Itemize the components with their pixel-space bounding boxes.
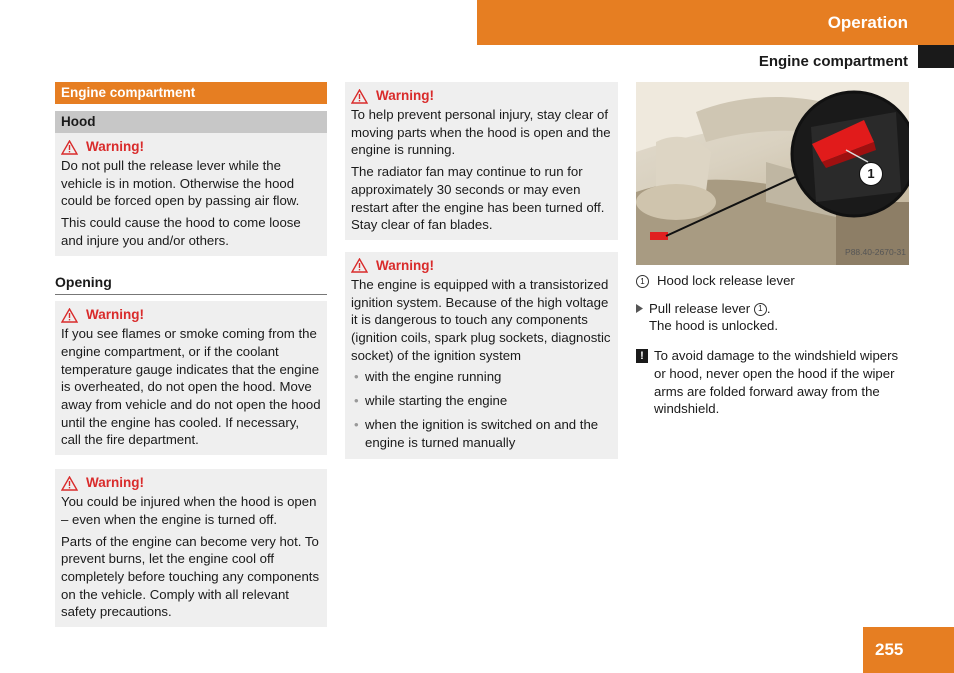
image-code: P88.40-2670-31 [845,247,906,258]
list-item: • when the ignition is switched on and the engine is turned manually [351,416,612,451]
step-result: The hood is unlocked. [649,318,779,334]
section-header [477,0,954,45]
callout-number: 1 [859,162,883,186]
warning-box [55,301,327,455]
column-right [636,82,909,418]
warning-text: If you see flames or smoke coming from the engine compartment, or if the coolant temperature gauge indicates that the engine is overheated, do not open the hood. Move away from vehicle and do not open the hood until the engine has cooled. If necessary, call the fire department. [61,326,321,448]
exclamation-icon: ! [636,349,648,363]
thumb-tab [918,45,954,68]
warning-title: Warning! [61,137,321,157]
opening-heading: Opening [55,274,327,296]
column-left [55,82,327,627]
warning-text: To help prevent personal injury, stay clear of moving parts when the hood is open and the engine is running. [351,107,611,158]
note [636,347,909,418]
warning-triangle-icon [61,140,78,155]
warning-text: Do not pull the release lever while the vehicle is in motion. Otherwise the hood could be forced open by passing air flow. [61,158,300,209]
warning-text: Parts of the engine can become very hot. To prevent burns, let the engine cool off completely before touching any components on the vehicle. Comply with all relevant safety precautions. [61,533,320,620]
list-item: • with the engine running [351,368,612,386]
step-number: 1 [754,303,767,316]
warning-box [345,252,618,459]
warning-box [55,133,327,256]
column-middle [345,82,618,459]
caption-number: 1 [636,275,649,288]
warning-title: Warning! [61,305,321,325]
warning-box [345,82,618,240]
subsection-title: Engine compartment [758,53,908,70]
warning-text: The engine is equipped with a transistorized ignition system. Because of the high voltage it is dangerous to touch any components (ignition coils, spark plug sockets, diagnostic socket) of the ignition system [351,276,611,363]
list-item: • while starting the engine [351,392,612,410]
warning-box [55,469,327,627]
page-number: 255 [863,627,954,673]
instruction-step [636,300,909,335]
hood-release-photo [636,82,909,265]
warning-triangle-icon [351,89,368,104]
warning-text: The radiator fan may continue to run for approximately 30 seconds or may even restart after the engine has been turned off. Stay clear of fan blades. [351,164,605,233]
bullet-list [351,368,612,451]
step-text: Pull release lever 1 . [649,300,771,316]
warning-title: Warning! [351,256,612,276]
note-text: To avoid damage to the windshield wipers or hood, never open the hood if the wiper arms are folded forward away from the windshield. [654,348,899,417]
warning-title: Warning! [61,473,321,493]
arrow-right-icon [636,304,643,313]
warning-triangle-icon [351,258,368,273]
engine-compartment-heading: Engine compartment [55,82,327,104]
warning-text: You could be injured when the hood is open – even when the engine is turned off. [61,494,317,527]
image-caption [636,272,909,290]
section-title: Operation [827,12,908,32]
warning-title: Warning! [351,86,612,106]
warning-text: This could cause the hood to come loose and injure you and/or others. [61,215,301,248]
warning-triangle-icon [61,308,78,323]
hood-heading: Hood [55,111,327,133]
caption-text: Hood lock release lever [657,273,795,288]
warning-triangle-icon [61,476,78,491]
